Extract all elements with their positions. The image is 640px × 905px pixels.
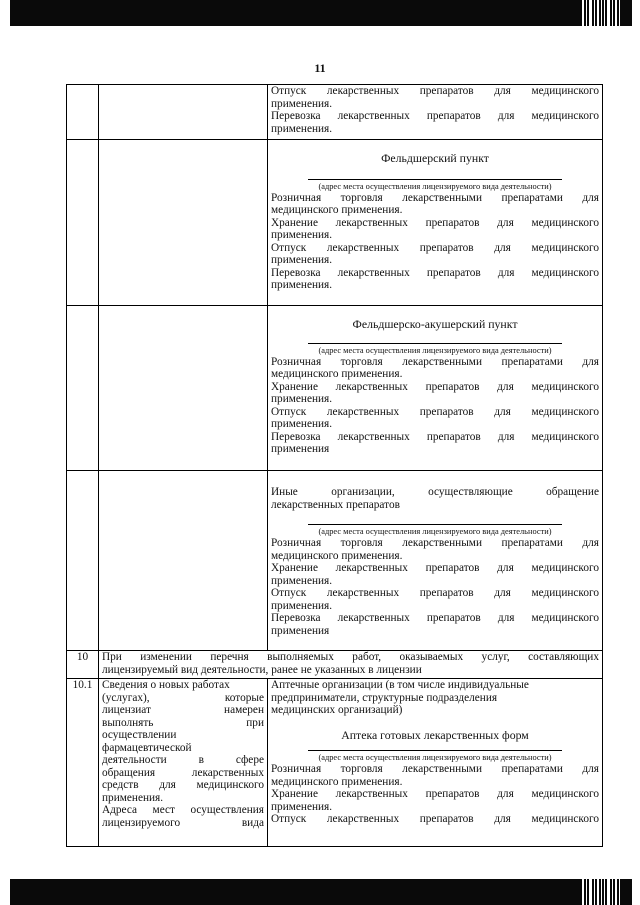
text-line: применения. xyxy=(271,254,333,266)
license-table xyxy=(66,84,603,847)
address-caption: (адрес места осуществления лицензируемого вида деятельности) xyxy=(318,345,552,355)
text-line: При изменении перечня выполняемых работ, оказываемых услуг, составляющих xyxy=(102,651,599,663)
scanner-top-band xyxy=(10,0,632,26)
text-line: Хранение лекарственных препаратов для медицинского xyxy=(271,216,599,229)
text-line: Иные организации, осуществляющие обращение xyxy=(271,486,599,498)
table-row xyxy=(67,651,603,679)
content-cell xyxy=(268,140,603,306)
table-row xyxy=(67,471,603,651)
content-cell xyxy=(268,471,603,651)
section-heading-cell xyxy=(99,651,603,679)
address-caption: (адрес места осуществления лицензируемого вида деятельности) xyxy=(318,181,552,191)
page-number: 11 xyxy=(314,61,326,75)
text-line: применения xyxy=(271,443,330,455)
text-line: Розничная торговля лекарственными препаратами для xyxy=(271,537,599,549)
table-row xyxy=(67,85,603,140)
text-line: средств для медицинского xyxy=(102,779,264,791)
text-line: лицензируемый вид деятельности, ранее не указанных в лицензии xyxy=(102,663,422,676)
text-line: применения. xyxy=(271,229,333,241)
text-line: лицензиат намерен xyxy=(102,704,264,716)
text-line: лекарственных препаратов xyxy=(271,498,400,511)
text-line: осуществлении xyxy=(102,729,177,741)
num-cell xyxy=(67,85,99,140)
row-number: 10.1 xyxy=(67,679,99,847)
text-line: применения. xyxy=(271,97,333,110)
text-line: медицинского применения. xyxy=(271,549,403,562)
text-line: медицинского применения. xyxy=(271,775,403,788)
text-line: Розничная торговля лекарственными препаратами для xyxy=(271,763,599,775)
text-line: обращения лекарственных xyxy=(102,766,264,779)
text-line: применения xyxy=(271,624,330,637)
section-title: Фельдшерский пункт xyxy=(381,151,489,165)
text-line: Отпуск лекарственных препаратов для медицинского xyxy=(271,405,599,418)
text-line: применения. xyxy=(271,122,333,135)
text-line: предприниматели, структурные подразделения xyxy=(271,691,498,704)
scanner-bottom-band xyxy=(10,879,632,905)
text-line: Адреса мест осуществления xyxy=(102,804,264,816)
text-line: Хранение лекарственных препаратов для медицинского xyxy=(271,562,599,574)
text-line: Сведения о новых работах xyxy=(102,679,230,691)
num-cell xyxy=(67,306,99,471)
text-line: выполнять при xyxy=(102,716,264,729)
text-line: Перевозка лекарственных препаратов для медицинского xyxy=(271,430,599,443)
address-underline xyxy=(308,179,562,180)
address-underline xyxy=(308,750,562,751)
text-line: деятельности в сфере xyxy=(102,754,264,766)
description-cell xyxy=(99,679,268,847)
text-line: применения. xyxy=(271,599,333,612)
description-cell xyxy=(99,85,268,140)
text-line: применения. xyxy=(271,393,333,405)
section-title: Фельдшерско-акушерский пункт xyxy=(352,317,518,331)
content-cell xyxy=(268,306,603,471)
text-line: Аптечные организации (в том числе индивидуальные xyxy=(271,679,529,691)
address-caption: (адрес места осуществления лицензируемого вида деятельности) xyxy=(318,753,552,762)
text-line: Отпуск лекарственных препаратов для медицинского xyxy=(271,587,599,599)
table-row xyxy=(67,306,603,471)
text-line: медицинского применения. xyxy=(271,368,403,380)
section-title: Аптека готовых лекарственных форм xyxy=(341,727,529,742)
text-line: применения. xyxy=(271,418,333,430)
text-line: Перевозка лекарственных препаратов для медицинского xyxy=(271,110,599,122)
text-line: применения. xyxy=(102,791,164,804)
text-line: фармацевтической xyxy=(102,741,192,754)
text-line: медицинских организаций) xyxy=(271,704,403,716)
text-line: Отпуск лекарственных препаратов для медицинского xyxy=(271,241,599,254)
text-line: (услугах), которые xyxy=(102,691,264,704)
barcode-bottom xyxy=(582,879,620,905)
address-caption: (адрес места осуществления лицензируемого вида деятельности) xyxy=(318,527,552,536)
row-number: 10 xyxy=(67,651,99,679)
table-row xyxy=(67,679,603,847)
num-cell xyxy=(67,471,99,651)
text-line: Розничная торговля лекарственными препаратами для xyxy=(271,191,599,204)
text-line: Отпуск лекарственных препаратов для медицинского xyxy=(271,813,599,825)
num-cell xyxy=(67,140,99,306)
text-line: Перевозка лекарственных препаратов для медицинского xyxy=(271,266,599,279)
barcode-top xyxy=(582,0,620,26)
address-underline xyxy=(308,343,562,344)
description-cell xyxy=(99,140,268,306)
text-line: применения. xyxy=(271,574,333,587)
text-line: применения. xyxy=(271,279,333,291)
description-cell xyxy=(99,471,268,651)
text-line: Отпуск лекарственных препаратов для медицинского xyxy=(271,85,599,97)
text-line: лицензируемого вида xyxy=(102,816,264,829)
text-line: Розничная торговля лекарственными препаратами для xyxy=(271,355,599,368)
text-line: Перевозка лекарственных препаратов для медицинского xyxy=(271,612,599,624)
address-underline xyxy=(308,524,562,525)
text-line: Хранение лекарственных препаратов для медицинского xyxy=(271,380,599,393)
content-cell xyxy=(268,679,603,847)
text-line: Хранение лекарственных препаратов для медицинского xyxy=(271,788,599,800)
description-cell xyxy=(99,306,268,471)
content-cell xyxy=(268,85,603,140)
text-line: применения. xyxy=(271,800,333,813)
text-line: медицинского применения. xyxy=(271,204,403,216)
table-row xyxy=(67,140,603,306)
